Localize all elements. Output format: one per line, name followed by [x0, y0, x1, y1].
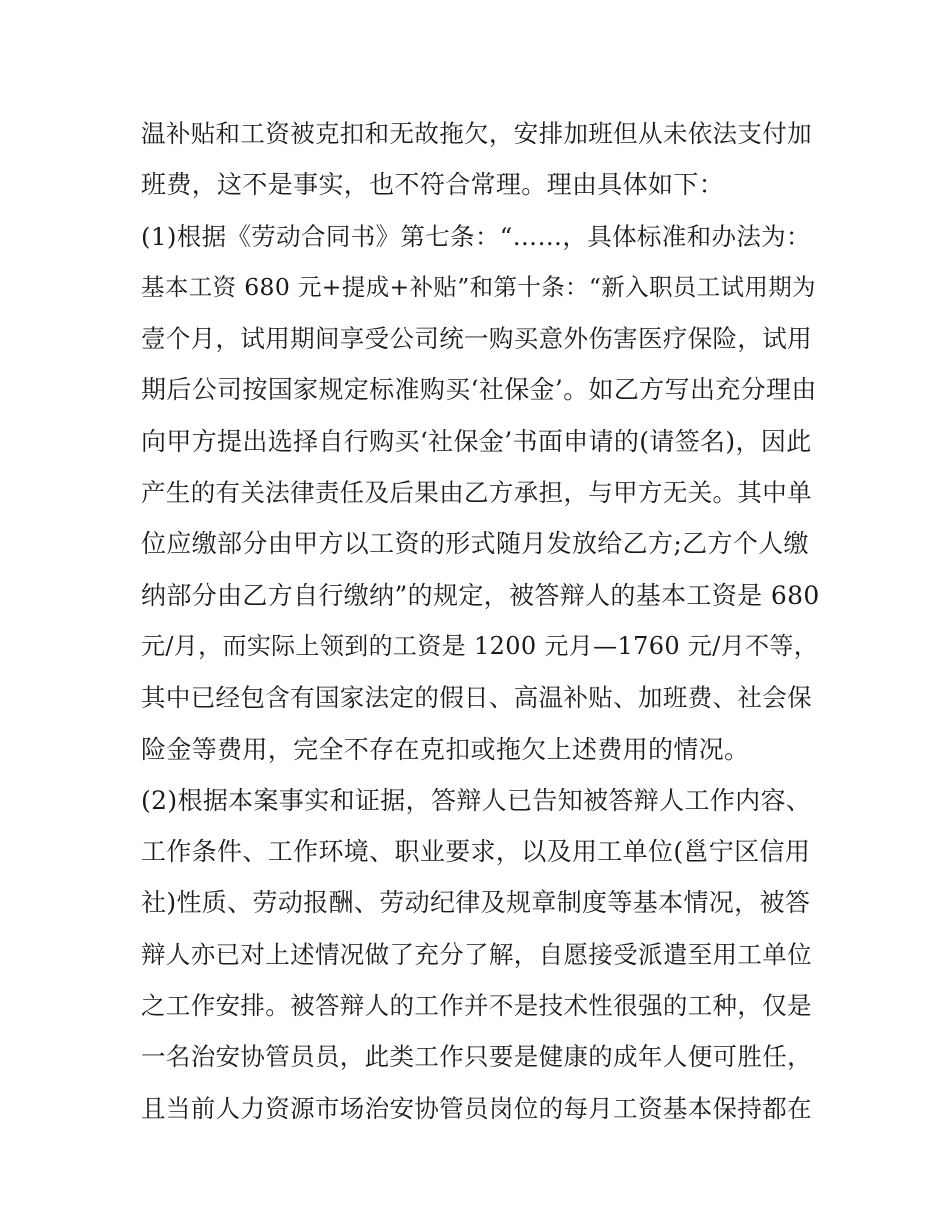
text-line: 元/月，而实际上领到的工资是 1200 元月—1760 元/月不等， [141, 631, 819, 660]
text-line: 且当前人力资源市场治安协管员岗位的每月工资基本保持都在 [141, 1093, 812, 1123]
text-line: 班费，这不是事实，也不符合常理。理由具体如下： [141, 170, 725, 200]
body-text [141, 108, 821, 1134]
text-line: 期后公司按国家规定标准购买‘社保金’。如乙方写出充分理由 [141, 375, 817, 405]
text-line: (2)根据本案事实和证据，答辩人已告知被答辩人工作内容、 [141, 785, 812, 815]
text-line: 辩人亦已对上述情况做了充分了解，自愿接受派遣至用工单位 [141, 939, 812, 969]
text-line: (1)根据《劳动合同书》第七条：“……，具体标准和办法为： [141, 221, 811, 251]
text-line: 纳部分由乙方自行缴纳”的规定，被答辩人的基本工资是 680 [141, 580, 820, 610]
text-line: 向甲方提出选择自行购买‘社保金’书面申请的(请签名)，因此 [141, 426, 812, 456]
text-line: 险金等费用，完全不存在克扣或拖欠上述费用的情况。 [141, 734, 750, 764]
text-line: 位应缴部分由甲方以工资的形式随月发放给乙方;乙方个人缴 [141, 529, 809, 559]
text-line: 工作条件、工作环境、职业要求，以及用工单位(邕宁区信用 [141, 837, 811, 867]
text-line: 温补贴和工资被克扣和无故拖欠，安排加班但从未依法支付加 [141, 119, 812, 148]
text-line: 其中已经包含有国家法定的假日、高温补贴、加班费、社会保 [141, 683, 812, 713]
text-line: 社)性质、劳动报酬、劳动纪律及规章制度等基本情况，被答 [141, 888, 811, 918]
text-line: 产生的有关法律责任及后果由乙方承担，与甲方无关。其中单 [141, 478, 812, 508]
text-line: 壹个月，试用期间享受公司统一购买意外伤害医疗保险，试用 [141, 324, 812, 354]
text-line: 一名治安协管员员，此类工作只要是健康的成年人便可胜任， [141, 1042, 812, 1072]
text-line: 之工作安排。被答辩人的工作并不是技术性很强的工种，仅是 [141, 991, 812, 1021]
text-line: 基本工资 680 元+提成+补贴”和第十条：“新入职员工试用期为 [141, 272, 816, 301]
